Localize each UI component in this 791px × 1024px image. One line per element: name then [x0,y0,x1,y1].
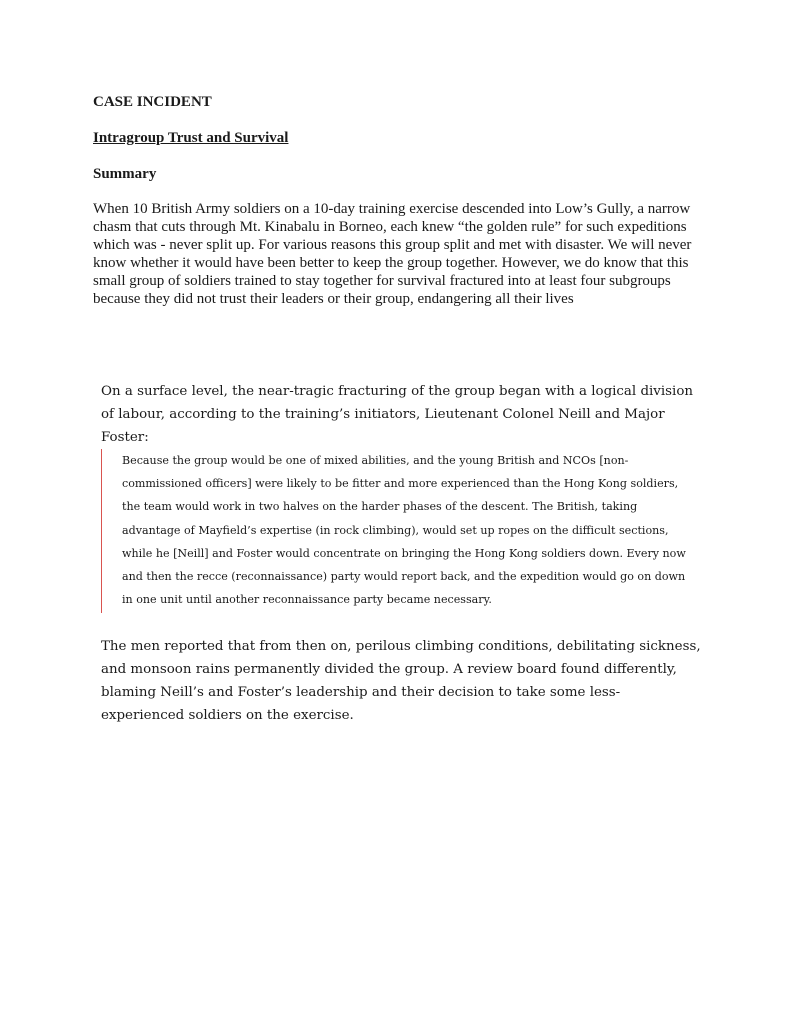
case-title: Intragroup Trust and Survival [93,130,289,146]
case-incident-heading: CASE INCIDENT [93,94,212,110]
closing-paragraph: The men reported that from then on, perilous climbing conditions, debilitating sickness, and monsoon rains permanently divided the group. A review board found differently, blaming Neill’s and Foster’s leadership and their decision to take some less-experienced soldiers on the exercise. [101,639,701,723]
summary-paragraph: When 10 British Army soldiers on a 10-day training exercise descended into Low’s Gully, a narrow chasm that cuts through Mt. Kinabalu in Borneo, each knew “the golden rule” for such expeditions which was - never split up. For various reasons this group split and met with disaster. We will never know whether it would have been better to keep the group together. However, we do know that this small group of soldiers trained to stay together for survival fractured into at least four subgroups because they did not trust their leaders or their group, endangering all their lives [93,201,692,307]
block-quote-text: Because the group would be one of mixed abilities, and the young British and NCOs [non-commissioned officers] were likely to be fitter and more experienced than the Hong Kong soldiers, the team would work in two halves on the harder phases of the descent. The British, taking advantage of Mayfield’s expertise (in rock climbing), would set up ropes on the difficult sections, while he [Neill] and Foster would concentrate on bringing the Hong Kong soldiers down. Every now and then the recce (reconnaissance) party would report back, and the expedition would go on down in one unit until another reconnaissance party became necessary. [122,454,686,607]
block-quote [101,449,691,613]
intro-paragraph: On a surface level, the near-tragic fracturing of the group began with a logical division of labour, according to the training’s initiators, Lieutenant Colonel Neill and Major Foster: [101,384,693,445]
summary-heading: Summary [93,166,157,182]
